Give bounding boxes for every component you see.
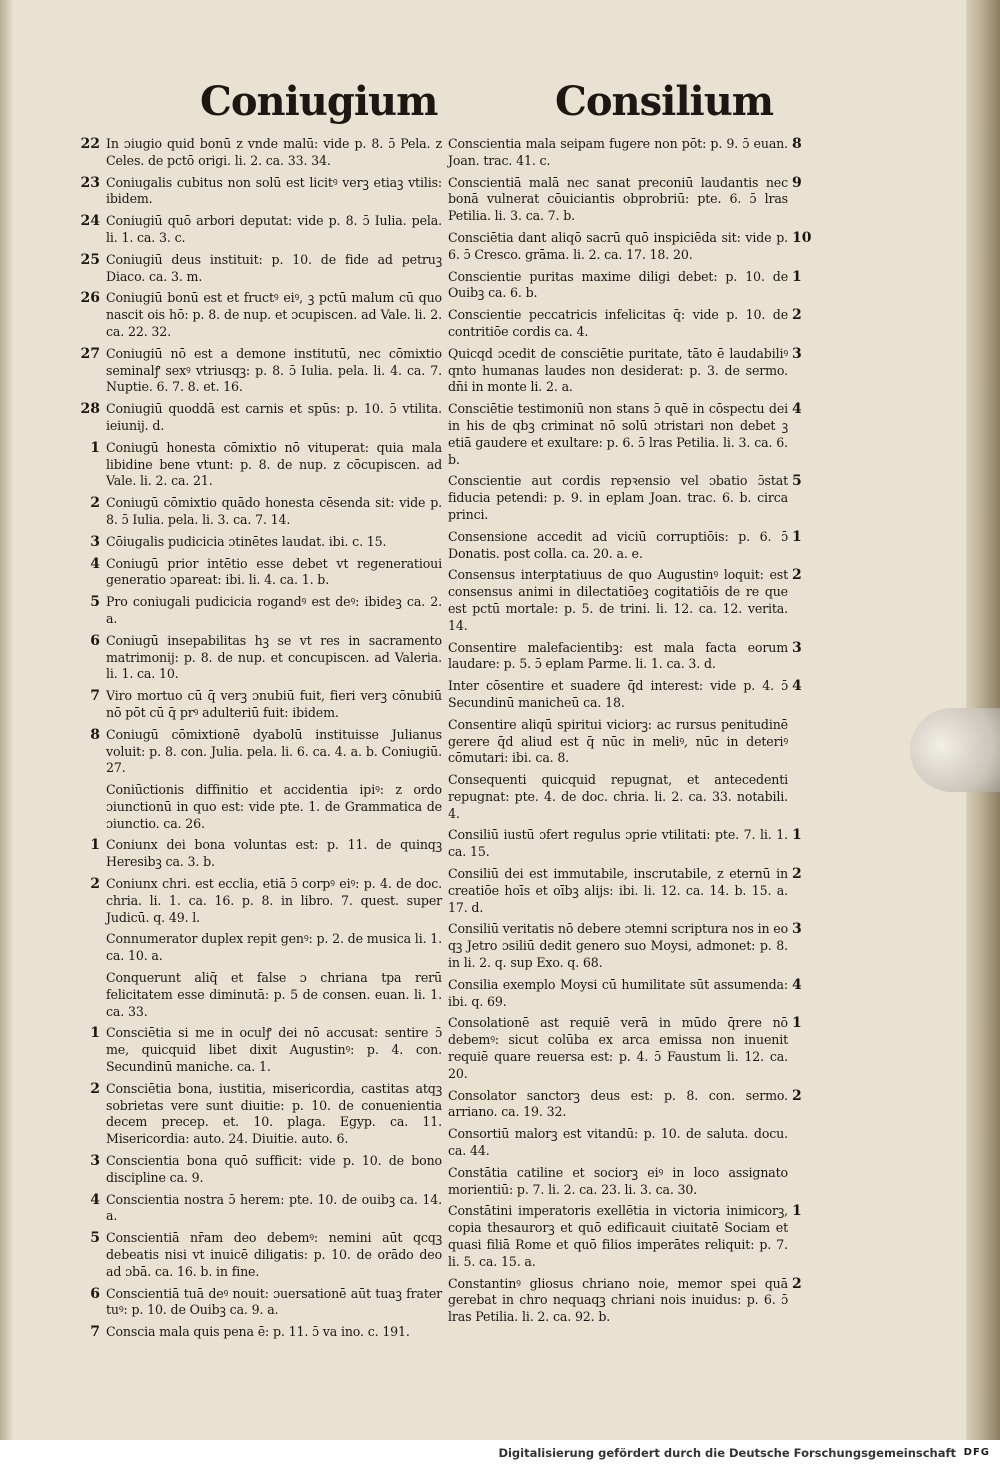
- index-entry: [72, 175, 442, 209]
- entry-text: Consensione accedit ad viciū corruptiōis: p. 6. ɔ̄ Donatis. post colla. ca. 20. a. e.: [448, 528, 788, 561]
- entry-number: 5: [90, 1230, 100, 1247]
- entry-number: 4: [792, 976, 802, 993]
- entry-text: Constantinꝰ gliosus chriano noie, memor spei quā gerebat in chro nequaqꝫ chriani nois inuidus: p. 6. ɔ̄ lras Petilia. li. 2. ca. 92. b.: [448, 1275, 788, 1325]
- dfg-logo: DFG: [963, 1447, 990, 1458]
- entry-text: Consiliū iustū ɔfert regulus ɔprie vtilitati: pte. 7. li. 1. ca. 15.: [448, 827, 788, 860]
- entry-number: 2: [90, 495, 100, 512]
- index-entry: [72, 688, 442, 722]
- index-entry: [448, 136, 808, 170]
- entry-text: Constātini imperatoris exellētia in victoria inimicorꝫ, copia thesaurorꝫ et quō edificauit ciuitatē Sociam et quasi filiā Rome et quō filios imperātes reliquit: p. 7. li. 5. ca. 15. a.: [448, 1203, 788, 1269]
- index-entry: [72, 290, 442, 340]
- index-entry: [72, 252, 442, 286]
- entry-text: Consciētia bona, iustitia, misericordia, castitas atqꝫ sobrietas vere sunt diuitie: p. 10. de conuenientia decem precep. et. 10. plaga. Egyp. ca. 11. Misericordia: auto. 24. Diuitie. auto. 6.: [106, 1080, 442, 1147]
- index-entry: [72, 1192, 442, 1226]
- entry-number: 3: [90, 533, 100, 550]
- entry-text: Inter cōsentire et suadere q̄d interest: vide p. 4. ɔ̄ Secundinū manicheū ca. 18.: [448, 678, 788, 710]
- entry-number: 1: [792, 528, 802, 545]
- entry-number: 26: [80, 290, 100, 307]
- index-entry: [72, 1324, 442, 1341]
- entry-number: 2: [792, 567, 802, 584]
- entry-text: Conscientia mala seipam fugere non pōt: p. 9. ɔ̄ euan. Joan. trac. 41. c.: [448, 136, 788, 168]
- index-entry: [448, 827, 808, 861]
- index-entry: [72, 594, 442, 628]
- entry-text: Conscientie peccatricis infelicitas q̄: vide p. 10. de contritiōe cordis ca. 4.: [448, 307, 788, 339]
- entry-number: 1: [90, 1025, 100, 1042]
- entry-text: Coniugū honesta cōmixtio nō vituperat: quia mala libidine bene vtunt: p. 8. de nup. z cōcupiscen. ad Vale. li. 2. ca. 21.: [106, 439, 442, 489]
- index-entry: [448, 529, 808, 563]
- entry-text: Coniūctionis diffinitio et accidentia ipiꝰ: z ordo ɔiunctionū in quo est: vide pte. 1. de Grammatica de ɔiunctio. ca. 26.: [106, 782, 442, 831]
- page-gutter-shadow: [0, 0, 14, 1440]
- entry-number: 8: [792, 136, 802, 152]
- entry-text: Conscientia bona quō sufficit: vide p. 10. de bono discipline ca. 9.: [106, 1153, 442, 1185]
- entry-text: Coniugiū deus instituit: p. 10. de fide ad petruꝫ Diaco. ca. 3. m.: [106, 251, 442, 284]
- entry-number: 3: [792, 639, 802, 656]
- index-entry: [448, 229, 812, 264]
- entry-number: 1: [792, 1203, 802, 1220]
- index-entry: [448, 346, 808, 396]
- entry-number: 3: [792, 345, 802, 362]
- entry-number: 4: [90, 555, 100, 572]
- entry-text: Consolator sanctorꝫ deus est: p. 8. con. sermo. arriano. ca. 19. 32.: [448, 1087, 788, 1120]
- index-entry: [448, 567, 808, 634]
- entry-number: 4: [90, 1191, 100, 1208]
- entry-text: Coniugiū bonū est et fructꝰ eiꝰ, ꝫ pctū malum cū quo nascit ois hō: p. 8. de nup. et ɔcupiscen. ad Vale. li. 2. ca. 22. 32.: [106, 290, 442, 339]
- entry-text: Consentire malefacientibꝫ: est mala facta eorum laudare: p. 5. ɔ̄ eplam Parme. li. 1. ca. 3. d.: [448, 639, 788, 672]
- entry-text: Coniugū insepabilitas hꝫ se vt res in sacramento matrimonij: p. 8. de nup. et concupiscen. ad Valeria. li. 1. ca. 10.: [106, 632, 442, 682]
- index-entry: [72, 931, 442, 965]
- entry-text: Conscia mala quis pena ē: p. 11. ɔ̄ va ino. c. 191.: [106, 1324, 410, 1340]
- entry-number: 1: [792, 268, 802, 285]
- left-column: [72, 136, 442, 1346]
- index-entry: [448, 401, 808, 468]
- entry-text: Coniugiū quoddā est carnis et spūs: p. 10. ɔ̄ vtilita. ieiunij. d.: [106, 401, 442, 433]
- entry-number: 1: [792, 1015, 802, 1032]
- entry-text: Consciētie testimoniū non stans ɔ̄ quē in cōspectu dei in his de qbꝫ criminat nō solū ɔtristari non debet ꝫ etiā gaudere et exultare: p. 6. ɔ̄ lras Petilia. li. 3. ca. 6. b.: [448, 401, 788, 467]
- index-entry: [72, 876, 442, 926]
- index-entry: [448, 640, 808, 674]
- index-entry: [72, 837, 442, 871]
- index-entry: [448, 866, 808, 916]
- index-entry: [448, 175, 808, 225]
- entry-text: Coniugū cōmixtio quādo honesta cēsenda sit: vide p. 8. ɔ̄ Iulia. pela. li. 3. ca. 7. 14.: [106, 495, 442, 527]
- entry-number: 1: [792, 827, 802, 844]
- entry-text: Conscientia nostra ɔ̄ herem: pte. 10. de ouibꝫ ca. 14. a.: [106, 1191, 442, 1224]
- index-entry: [448, 1126, 808, 1160]
- index-entry: [72, 633, 442, 683]
- index-entry: [448, 977, 808, 1011]
- entry-text: Conscientiā nr̄am deo debemꝰ: nemini aūt qcqꝫ debeatis nisi vt inuicē diligatis: p. 10. de orādo deo ad ɔbā. ca. 16. b. in fine.: [106, 1230, 442, 1279]
- entry-text: Viro mortuo cū q̄ verꝫ ɔnubiū fuit, fieri verꝫ cōnubiū nō pōt cū q̄ prꝰ adulteriū fuit: ibidem.: [106, 688, 442, 720]
- entry-number: 23: [80, 174, 100, 191]
- running-head-right: Consilium: [555, 78, 774, 125]
- entry-text: Coniugū cōmixtionē dyabolū instituisse Julianus voluit: p. 8. con. Julia. pela. li. 6. ca. 4. a. b. Coniugiū. 27.: [106, 726, 442, 776]
- entry-text: Coniugiū quō arbori deputat: vide p. 8. ɔ̄ Iulia. pela. li. 1. ca. 3. c.: [106, 213, 442, 245]
- index-entry: [448, 1165, 808, 1199]
- entry-text: Consensus interptatiuus de quo Augustinꝰ loquit: est consensus animi in dilectatiōeꝫ cogitatiōis de re que est pctū mortale: p. 5. de trini. li. 12. ca. 12. verita. 14.: [448, 567, 788, 633]
- entry-number: 2: [792, 866, 802, 883]
- entry-number: 1: [90, 439, 100, 456]
- index-entry: [72, 213, 442, 247]
- entry-number: 22: [80, 136, 100, 152]
- footer-credit: Digitalisierung gefördert durch die Deutsche Forschungsgemeinschaft: [498, 1446, 956, 1460]
- entry-text: Coniugiū nō est a demone institutū, nec cōmixtio seminalꝭ sexꝰ vtriusqꝫ: p. 8. ɔ̄ Iulia. pela. li. 4. ca. 7. Nuptie. 6. 7. 8. et. 16.: [106, 345, 442, 395]
- entry-number: 7: [90, 688, 100, 705]
- index-entry: [72, 495, 442, 529]
- entry-number: 3: [90, 1153, 100, 1170]
- index-entry: [72, 1153, 442, 1187]
- index-entry: [72, 534, 442, 551]
- entry-text: Consentire aliqū spiritui viciorꝫ: ac rursus penitudinē gerere q̄d aliud est q̄ nūc in meliꝰ, nūc in deteriꝰ cōmutari: ibi. ca. 8.: [448, 716, 788, 766]
- index-entry: [72, 556, 442, 590]
- entry-text: Consolationē ast requiē verā in mūdo q̄rere nō debemꝰ: sicut colūba ex arca emissa non inuenit requiē quare reuersa est: p. 4. ɔ̄ Faustum li. 12. ca. 20.: [448, 1015, 788, 1081]
- entry-text: Coniugalis cubitus non solū est licitꝰ verꝫ etiaꝫ vtilis: ibidem.: [106, 174, 442, 207]
- entry-text: Consciētia si me in oculꝭ dei nō accusat: sentire ɔ̄ me, quicquid libet dixit Augustinꝰ: p. 4. con. Secundinū maniche. ca. 1.: [106, 1025, 442, 1075]
- entry-number: 2: [90, 1080, 100, 1097]
- index-entry: [448, 1203, 808, 1270]
- index-entry: [72, 727, 442, 777]
- entry-text: Quicqd ɔcedit de consciētie puritate, tāto ē laudabiliꝰ qnto humanas laudes non desiderat: p. 3. de sermo. dn̄i in monte li. 2. a.: [448, 345, 788, 395]
- entry-number: 5: [792, 473, 802, 490]
- entry-number: 8: [90, 726, 100, 743]
- entry-number: 28: [80, 401, 100, 418]
- index-entry: [448, 1088, 808, 1122]
- right-column: [448, 136, 812, 1331]
- index-entry: [72, 1081, 442, 1148]
- entry-text: In ɔiugio quid bonū z vnde malū: vide p. 8. ɔ̄ Pela. z Celes. de pctō origi. li. 2. ca. 33. 34.: [106, 136, 442, 168]
- entry-text: Pro coniugali pudicicia rogandꝰ est deꝰ: ibideꝫ ca. 2. a.: [106, 594, 442, 626]
- entry-number: 4: [792, 401, 802, 418]
- entry-number: 4: [792, 678, 802, 695]
- index-entry: [448, 269, 808, 303]
- index-entry: [72, 782, 442, 832]
- entry-text: Consciētia dant aliqō sacrū quō inspiciēda sit: vide p. 6. ɔ̄ Cresco. grāma. li. 2. ca. 17. 18. 20.: [448, 229, 788, 262]
- index-entry: [448, 678, 808, 712]
- entry-text: Consilia exemplo Moysi cū humilitate sūt assumenda: ibi. q. 69.: [448, 976, 788, 1009]
- entry-number: 2: [792, 1087, 802, 1104]
- index-entry: [72, 401, 442, 435]
- entry-text: Consortiū malorꝫ est vitandū: p. 10. de saluta. docu. ca. 44.: [448, 1126, 788, 1159]
- index-entry: [448, 921, 808, 971]
- entry-number: 24: [80, 213, 100, 230]
- index-entry: [72, 970, 442, 1020]
- entry-number: 3: [792, 921, 802, 938]
- index-entry: [448, 473, 808, 523]
- entry-number: 2: [792, 1275, 802, 1292]
- index-entry: [72, 1025, 442, 1075]
- index-entry: [72, 136, 442, 170]
- index-entry: [72, 1286, 442, 1320]
- entry-text: Conscientie puritas maxime diligi debet: p. 10. de Ouibꝫ ca. 6. b.: [448, 268, 788, 301]
- entry-number: 25: [80, 251, 100, 268]
- entry-text: Conscientiā malā nec sanat preconiū laudantis nec bonā vulnerat cōuiciantis obprobriū: pte. 6. ɔ̄ lras Petilia. li. 3. ca. 7. b.: [448, 174, 788, 224]
- entry-text: Coniunx chri. est ecclia, etiā ɔ̄ corpꝰ eiꝰ: p. 4. de doc. chria. li. 1. ca. 16. p. 8. in libro. 7. quest. super Judicū. q. 49. l.: [106, 876, 442, 925]
- entry-number: 7: [90, 1324, 100, 1341]
- entry-text: Consiliū veritatis nō debere ɔtemni scriptura nos in eo qꝫ Jetro ɔsiliū dedit genero suo Moysi, admonet: p. 8. in li. 2. q. sup Exo. q. 68.: [448, 921, 788, 971]
- entry-number: 2: [792, 307, 802, 324]
- entry-number: 9: [792, 174, 802, 191]
- index-entry: [448, 772, 808, 822]
- entry-number: 27: [80, 345, 100, 362]
- entry-text: Conscientiā tuā deꝰ nouit: ɔuersationē aūt tuaꝫ frater tuꝰ: p. 10. de Ouibꝫ ca. 9. a.: [106, 1285, 442, 1318]
- entry-text: Connumerator duplex repit genꝰ: p. 2. de musica li. 1. ca. 10. a.: [106, 931, 442, 964]
- entry-number: 6: [90, 632, 100, 649]
- entry-text: Conquerunt aliq̄ et false ɔ chriana tpa rerū felicitatem esse diminutā: p. 5 de consen. euan. li. 1. ca. 33.: [106, 970, 442, 1019]
- running-head-left: Coniugium: [200, 78, 438, 125]
- entry-number: 5: [90, 594, 100, 611]
- entry-text: Coniunx dei bona voluntas est: p. 11. de quinqꝫ Heresibꝫ ca. 3. b.: [106, 837, 442, 870]
- entry-text: Consiliū dei est immutabile, inscrutabile, z eternū in creatiōe hoīs et oībꝫ alijs: ibi. li. 12. ca. 14. b. 15. a. 17. d.: [448, 866, 788, 915]
- entry-number: 6: [90, 1285, 100, 1302]
- entry-number: 2: [90, 876, 100, 893]
- index-entry: [448, 1015, 808, 1082]
- entry-text: Cōiugalis pudicicia ɔtinētes laudat. ibi. c. 15.: [106, 533, 387, 549]
- entry-text: Conscientie aut cordis repꝛensio vel ɔbatio ɔ̄stat fiducia petendi: p. 9. in eplam Joan. trac. 6. b. circa princi.: [448, 473, 788, 522]
- entry-text: Consequenti quicquid repugnat, et antecedenti repugnat: pte. 4. de doc. chria. li. 2. ca. 33. notabili. 4.: [448, 772, 788, 821]
- index-entry: [448, 307, 808, 341]
- index-entry: [72, 1230, 442, 1280]
- entry-text: Constātia catiline et sociorꝫ eiꝰ in loco assignato morientiū: p. 7. li. 2. ca. 23. li. 3. ca. 30.: [448, 1164, 788, 1197]
- page-clip: [910, 708, 1000, 792]
- index-entry: [448, 1276, 808, 1326]
- index-entry: [72, 440, 442, 490]
- index-entry: [448, 717, 808, 767]
- entry-number: 1: [90, 837, 100, 854]
- index-entry: [72, 346, 442, 396]
- entry-number: 10: [792, 229, 812, 246]
- entry-text: Coniugū prior intētio esse debet vt regeneratioui generatio ɔpareat: ibi. li. 4. ca. 1. b.: [106, 555, 442, 588]
